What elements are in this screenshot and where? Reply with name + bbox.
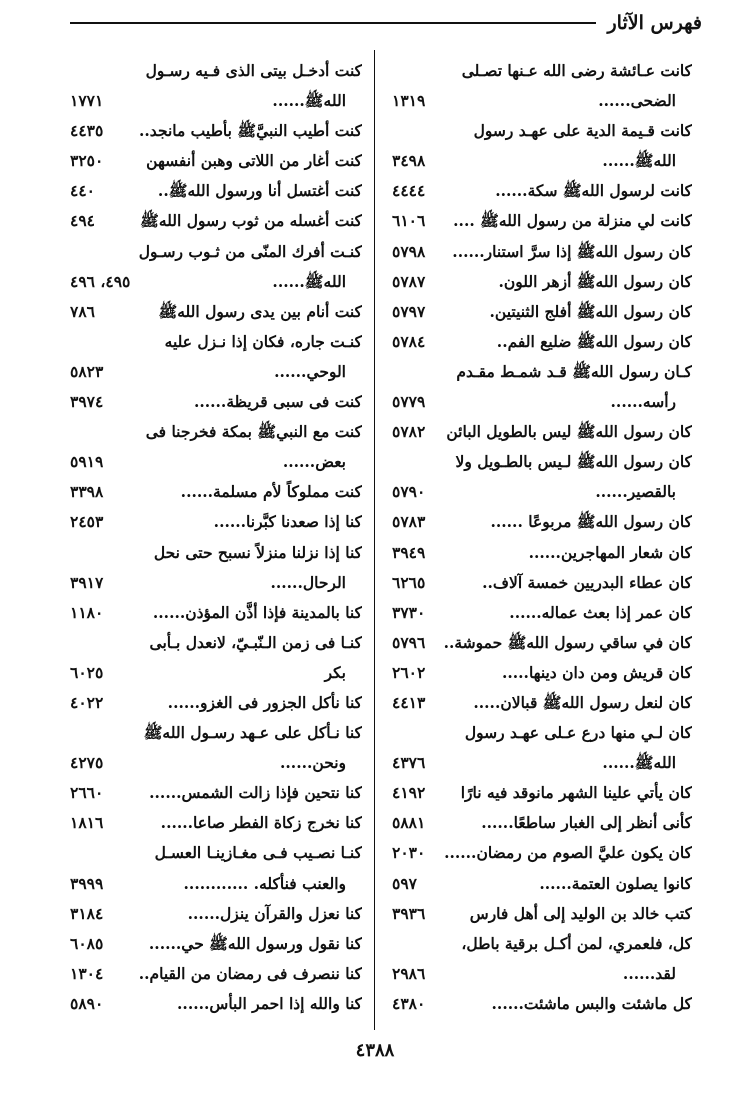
entry-text: كان رسول اللهﷺ ليس بالطويل البائن [446,422,692,442]
entry-number: ٢٠٣٠ [392,838,429,868]
entry-number: ٣٧٣٠ [392,598,429,628]
entry-number: ٣٣٩٨ [70,477,107,507]
entry-text: كان رسول اللهﷺ إذا سرَّ استنار...... [452,241,692,261]
entry-text-line [70,688,362,718]
index-entry [392,929,692,989]
entry-number: ٥٧٧٩ [392,387,429,417]
entry-text-line [392,568,692,598]
index-column-left [70,56,362,1019]
entry-number: ٤٠٢٢ [70,688,107,718]
entry-text-line [392,447,692,477]
entry-number: ٣١٨٤ [70,899,107,929]
index-entry [70,899,362,929]
entry-number: ١٨١٦ [70,808,107,838]
entry-text-line [392,507,692,537]
entry-text: كانت لي منزلة من رسول اللهﷺ .... [453,211,692,231]
index-entry [70,417,362,477]
index-entry [392,628,692,658]
entry-text-line [70,598,362,628]
entry-text: كنا بالمدينة فإذا أذَّن المؤذن...... [152,602,362,622]
entry-number: ٦٠٢٥ [70,658,107,688]
entry-text-line [70,146,362,176]
entry-text-line [70,387,362,417]
index-entry [70,477,362,507]
entry-text: اللهﷺ...... [602,753,676,773]
entry-text-line [392,929,692,959]
entry-text: كنا والله إذا احمر البأس...... [177,993,362,1013]
entry-text: والعنب فنأكله. ............ [183,873,346,893]
entry-text: كان رسول اللهﷺ أفلج الثنيتين. [489,301,692,321]
entry-text-line [392,297,692,327]
entry-text: كنـت جاره، فكان إذا نـزل عليه [164,331,362,351]
index-entry [392,658,692,688]
entry-text: رأسه...... [610,392,676,412]
entry-text: كنا ننصرف فى رمضان من القيام.. [138,963,362,983]
entry-text: كان قريش ومن دان دينها..... [501,662,692,682]
entry-text-line [392,477,692,507]
entry-text: كنت أدخـل بيتى الذى فـيه رسـول [145,61,362,80]
entry-number: ٦٠٨٥ [70,929,107,959]
index-entry [70,778,362,808]
index-entry [392,507,692,537]
entry-number: ٦٢٦٥ [392,568,429,598]
entry-text-line [70,327,362,357]
entry-number: ٦١٠٦ [392,206,429,236]
entry-text-line [70,237,362,267]
entry-text-line [392,267,692,297]
entry-number: ٣٩٩٩ [70,869,107,899]
entry-text-line [392,838,692,868]
entry-number: ٥٧٨٧ [392,267,429,297]
entry-text: كنا نأكل الجزور فى الغزو...... [167,692,362,712]
entry-text: كان رسول اللهﷺ مربوعًا ...... [490,512,692,532]
entry-text-line [70,206,362,236]
entry-text: كان يأتي علينا الشهر مانوقد فيه نارًا [460,783,692,803]
entry-number: ٥٨٩٠ [70,989,107,1019]
index-entry [70,116,362,146]
entry-text: كنا نعزل والقرآن ينزل...... [187,903,362,923]
index-entry [70,327,362,387]
entry-text-line [392,357,692,387]
entry-text: بعض...... [282,452,346,472]
entry-text-line [70,658,362,688]
entry-text: كنا نخرج زكاة الفطر صاعا...... [160,813,362,833]
entry-text-line [70,116,362,146]
entry-text-line [70,628,362,658]
entry-number: ٣٩٤٩ [392,538,429,568]
entry-text: كان عمر إذا بعث عماله...... [509,602,692,622]
entry-text-line [392,86,692,116]
index-entry [392,718,692,778]
entry-text-line [70,899,362,929]
entry-text-line [392,869,692,899]
entry-text: ونحن...... [280,753,346,773]
index-entry [70,688,362,718]
entry-text: كنـت أفرك المنّى من ثـوب رسـول [138,241,362,261]
index-entry [70,206,362,236]
entry-text-line [392,206,692,236]
entry-text-line [392,538,692,568]
index-entry [70,929,362,959]
entry-text-line [392,989,692,1019]
index-entry [70,507,362,537]
entry-number: ٤١٩٢ [392,778,429,808]
entry-text: بكر [324,662,346,682]
entry-text: بالقصير...... [595,482,676,502]
entry-text-line [392,176,692,206]
entry-text-line [392,778,692,808]
index-entry [392,237,692,267]
entry-number: ٣٩٧٤ [70,387,107,417]
entry-text: كانت قـيمة الدية على عهـد رسول [473,121,692,141]
index-entry [70,808,362,838]
index-entry [70,538,362,598]
entry-number: ٣٤٩٨ [392,146,429,176]
entry-text: لقد...... [622,963,676,983]
index-entry [392,869,692,899]
index-entry [70,297,362,327]
index-entry [392,267,692,297]
entry-text-line [392,146,692,176]
entry-text: كان رسول اللهﷺ ضليع الفم.. [496,331,692,351]
entry-text: كنت أغتسل أنا ورسول اللهﷺ.. [157,181,362,201]
entry-text-line [70,507,362,537]
entry-text: كنا نـأكل على عـهد رسـول اللهﷺ [143,723,362,743]
index-entry [70,56,362,116]
entry-text-line [70,778,362,808]
entry-text-line [392,718,692,748]
entry-text: كنا إذا نزلنا منزلاً نسبح حتى نحل [153,542,362,562]
entry-number: ٣٩١٧ [70,568,107,598]
entry-number: ٤٢٧٥ [70,748,107,778]
entry-text-line [70,538,362,568]
entry-number: ٤٣٧٦ [392,748,429,778]
entry-number: ٥٩١٩ [70,447,107,477]
page-number: ٤٣٨٨ [355,1040,395,1061]
entry-text: كنا نتحين فإذا زالت الشمس...... [149,783,362,803]
entry-text-line [392,688,692,718]
entry-text-line [70,176,362,206]
entry-text-line [70,989,362,1019]
entry-text-line [392,598,692,628]
entry-number: ٤٩٥، ٤٩٦ [70,267,134,297]
entry-number: ٣٢٥٠ [70,146,107,176]
entry-text-line [70,267,362,297]
entry-text-line [70,357,362,387]
entry-text: كنا نقول ورسول اللهﷺ حي...... [148,933,362,953]
index-entry [70,989,362,1019]
header-rule [70,22,596,24]
entry-text: كانت لرسول اللهﷺ سكة...... [495,181,692,201]
entry-text: اللهﷺ...... [272,91,346,111]
entry-text: اللهﷺ...... [602,151,676,171]
entry-text: كان رسول اللهﷺ أزهر اللون. [498,271,692,291]
entry-number: ١٣١٩ [392,86,429,116]
entry-text-line [392,959,692,989]
entry-text: كان لـي منها درع عـلى عهـد رسول [464,723,692,743]
entry-text: كان لنعل رسول اللهﷺ قبالان..... [473,692,692,712]
entry-text-line [70,297,362,327]
entry-text-line [70,869,362,899]
entry-number: ٥٨٨١ [392,808,429,838]
entry-text-line [70,417,362,447]
entry-text-line [70,959,362,989]
entry-text: كنت مع النبيﷺ بمكة فخرجنا فى [145,422,362,442]
entry-number: ٥٩٧ [392,869,421,899]
index-entry [392,899,692,929]
index-entry [392,598,692,628]
index-entry [392,56,692,116]
entry-text: الرحال...... [270,572,346,592]
entry-text-line [70,838,362,868]
entry-number: ٢٤٥٣ [70,507,107,537]
entry-text-line [70,477,362,507]
entry-text: كنت مملوكاً لأم مسلمة...... [180,482,362,502]
entry-number: ٤٤٤٤ [392,176,429,206]
entry-number: ٤٩٤ [70,206,99,236]
index-entry [70,628,362,688]
index-entry [392,417,692,447]
entry-text: كل ماشئت والبس ماشئت...... [491,993,692,1013]
entry-text-line [70,808,362,838]
index-entry [392,176,692,206]
entry-text-line [392,899,692,929]
entry-text-line [392,237,692,267]
entry-number: ٥٧٨٣ [392,507,429,537]
entry-number: ٢٦٦٠ [70,778,107,808]
entry-text-line [70,568,362,598]
entry-text-line [70,718,362,748]
entry-text-line [70,929,362,959]
entry-text: كان في ساقي رسول اللهﷺ حموشة.. [443,632,692,652]
entry-text-line [392,56,692,86]
entry-text: كنت أغار من اللاتى وهبن أنفسهن [146,151,362,171]
entry-text: كان عطاء البدريين خمسة آلاف.. [482,572,692,592]
entry-text: الوحي...... [274,361,346,381]
entry-text: كنت أطيب النبيَّﷺ بأطيب مانجد.. [139,121,362,141]
index-entry [392,538,692,568]
entry-text-line [392,628,692,658]
index-entry [392,116,692,176]
index-entry [392,327,692,357]
entry-text: كنت أغسله من ثوب رسول اللهﷺ [140,211,362,231]
entry-number: ٢٦٠٢ [392,658,429,688]
index-entry [392,688,692,718]
index-entry [70,598,362,628]
entry-text-line [392,748,692,778]
index-entry [392,206,692,236]
entry-text-line [70,56,362,86]
entry-text: كنت أنام بين يدى رسول اللهﷺ [158,301,362,321]
index-entry [392,989,692,1019]
entry-number: ١٧٧١ [70,86,107,116]
entry-number: ٤٤١٣ [392,688,429,718]
entry-text: كتب خالد بن الوليد إلى أهل فارس [469,903,692,923]
entry-text-line [392,658,692,688]
entry-number: ٥٨٢٣ [70,357,107,387]
entry-text-line [70,86,362,116]
entry-text: كنـا نصـيب فـى مغـازينـا العسـل [154,843,362,863]
entry-text: كأنى أنظر إلى الغبار ساطعًا...... [481,813,692,833]
index-entry [70,387,362,417]
entry-text: كنـا فى زمن الـنّبـيّ، لانعدل بـأبى [149,632,362,652]
entry-text-line [70,447,362,477]
entry-text: اللهﷺ...... [272,271,346,291]
entry-number: ٥٧٩٦ [392,628,429,658]
index-entry [70,237,362,297]
page-header [70,6,702,40]
entry-number: ١٣٠٤ [70,959,107,989]
entry-number: ٧٨٦ [70,297,99,327]
entry-text: الضحى...... [598,91,676,111]
entry-number: ٥٧٩٠ [392,477,429,507]
entry-number: ٢٩٨٦ [392,959,429,989]
entry-number: ٥٧٩٨ [392,237,429,267]
index-entry [392,357,692,417]
entry-text: كان شعار المهاجرين...... [528,542,692,562]
entry-text: كنا إذا صعدنا كبَّرنا...... [213,512,362,532]
entry-text: كل، فلعمري، لمن أكـل برقية باطل، [461,933,692,953]
entry-number: ٣٩٣٦ [392,899,429,929]
entry-text-line [392,808,692,838]
entry-text: كانت عـائشة رضى الله عـنها تصـلى [461,61,692,80]
index-entry [392,778,692,808]
entry-text: كنت فى سبى قريظة...... [193,392,362,412]
entry-number: ٥٧٩٧ [392,297,429,327]
entry-text: كانوا يصلون العتمة...... [539,873,692,893]
index-entry [70,959,362,989]
entry-text-line [392,327,692,357]
index-entry [392,808,692,838]
index-column-right [392,56,692,1019]
entry-text: كان يكون عليَّ الصوم من رمضان...... [444,843,692,863]
entry-number: ٤٤٠ [70,176,99,206]
entry-number: ٥٧٨٢ [392,417,429,447]
entry-number: ١١٨٠ [70,598,107,628]
index-entry [70,718,362,778]
entry-number: ٤٣٨٠ [392,989,429,1019]
column-divider [374,50,375,1030]
running-title: فهرس الآثار [607,12,702,34]
entry-number: ٥٧٨٤ [392,327,429,357]
entry-text-line [392,417,692,447]
entry-number: ٤٤٣٥ [70,116,107,146]
index-entry [392,447,692,507]
index-entry [70,176,362,206]
index-entry [392,838,692,868]
entry-text-line [70,748,362,778]
entry-text-line [392,116,692,146]
index-entry [392,568,692,598]
entry-text: كـان رسول اللهﷺ قـد شمـط مقـدم [456,361,692,381]
entry-text: كان رسول اللهﷺ لـيس بالطـويل ولا [455,452,692,472]
entry-text-line [392,387,692,417]
index-entry [70,838,362,898]
index-entry [70,146,362,176]
index-entry [392,297,692,327]
